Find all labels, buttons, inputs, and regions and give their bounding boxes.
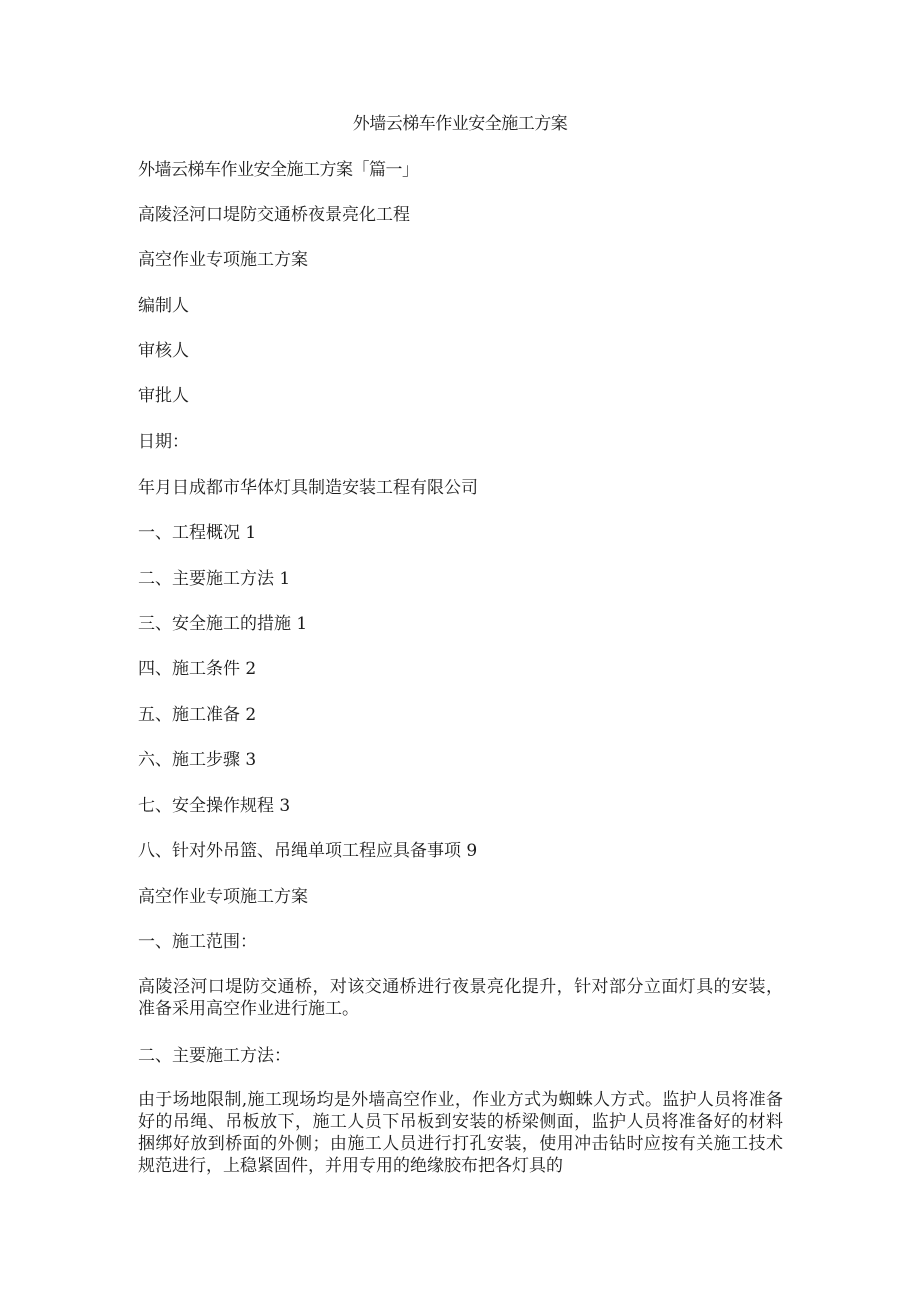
section1-heading: 一、施工范围：: [138, 932, 257, 952]
toc-item: 七、安全操作规程 3: [138, 796, 291, 816]
section1-body: 高陵泾河口堤防交通桥，对该交通桥进行夜景亮化提升，针对部分立面灯具的安装，准备采用高空作业进行施工。: [138, 977, 783, 1019]
company-line: 年月日成都市华体灯具制造安装工程有限公司: [138, 478, 478, 498]
document-subtitle: 外墙云梯车作业安全施工方案「篇一」: [138, 160, 419, 180]
reviewer-label: 审核人: [138, 341, 189, 361]
approver-label: 审批人: [138, 386, 189, 406]
toc-item: 五、施工准备 2: [138, 705, 257, 725]
toc-item: 三、安全施工的措施 1: [138, 614, 308, 634]
project-name: 高陵泾河口堤防交通桥夜景亮化工程: [138, 205, 410, 225]
plan-name: 高空作业专项施工方案: [138, 250, 308, 270]
toc-item: 六、施工步骤 3: [138, 750, 257, 770]
section-plan-name: 高空作业专项施工方案: [138, 887, 308, 907]
toc-item: 一、工程概况 1: [138, 523, 257, 543]
date-label: 日期：: [138, 432, 189, 452]
section2-heading: 二、主要施工方法：: [138, 1046, 291, 1066]
toc-item: 四、施工条件 2: [138, 659, 257, 679]
compiler-label: 编制人: [138, 296, 189, 316]
document-title: 外墙云梯车作业安全施工方案: [352, 114, 568, 134]
section2-body: 由于场地限制,施工现场均是外墙高空作业，作业方式为蜘蛛人方式。监护人员将准备好的吊绳、吊板放下，施工人员下吊板到安装的桥梁侧面，监护人员将准备好的材料捆绑好放到桥面的外侧；由施工人员进行打孔安装，使用冲击钻时应按有关施工技术规范进行，上稳紧固件，并用专用的绝缘胶布把各灯具的: [138, 1090, 783, 1176]
toc-item: 八、针对外吊篮、吊绳单项工程应具备事项 9: [138, 841, 478, 861]
toc-item: 二、主要施工方法 1: [138, 569, 291, 589]
